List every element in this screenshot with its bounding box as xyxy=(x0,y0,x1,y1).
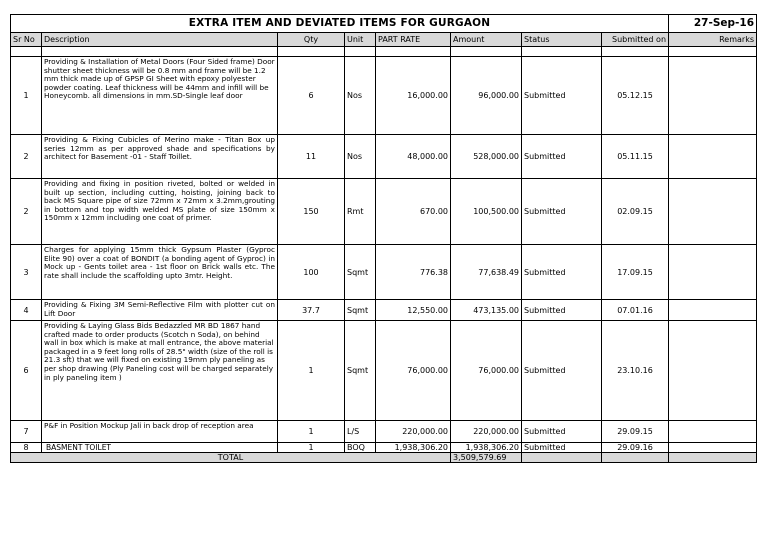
unit-cell[interactable]: BOQ xyxy=(345,443,376,453)
remarks-cell[interactable] xyxy=(669,179,757,245)
total-row xyxy=(11,453,757,463)
table-row xyxy=(11,421,757,443)
rate-cell[interactable]: 16,000.00 xyxy=(376,57,451,135)
table-row xyxy=(11,57,757,135)
amount-cell[interactable]: 96,000.00 xyxy=(451,57,522,135)
description-cell[interactable]: Providing & Installation of Metal Doors (Four Sided frame) Door shutter sheet thickness will be 0.8 mm and frame will be 1.2 mm thick made up of GPSP GI Sheet with epoxy polyester powder coating. Leaf thickness will be 44mm and infill will be Honeycomb. all dimensions in mm.SD-Single leaf door xyxy=(42,57,278,135)
description-cell[interactable]: BASMENT TOILET xyxy=(42,443,278,453)
rate-cell[interactable]: 776.38 xyxy=(376,245,451,300)
sr-no-cell[interactable]: 8 xyxy=(11,443,42,453)
submitted-on-cell[interactable]: 05.12.15 xyxy=(602,57,669,135)
unit-cell[interactable]: Rmt xyxy=(345,179,376,245)
table-row xyxy=(11,321,757,421)
submitted-on-cell[interactable]: 17.09.15 xyxy=(602,245,669,300)
table-row xyxy=(11,443,757,453)
rate-cell[interactable]: 1,938,306.20 xyxy=(376,443,451,453)
remarks-cell[interactable] xyxy=(669,421,757,443)
amount-cell[interactable]: 528,000.00 xyxy=(451,135,522,179)
total-label[interactable]: TOTAL xyxy=(11,453,451,463)
submitted-on-cell[interactable]: 29.09.16 xyxy=(602,443,669,453)
remarks-cell[interactable] xyxy=(669,57,757,135)
unit-cell[interactable]: Sqmt xyxy=(345,245,376,300)
status-cell[interactable]: Submitted xyxy=(522,135,602,179)
blank-cell[interactable] xyxy=(522,47,602,57)
unit-cell[interactable]: L/S xyxy=(345,421,376,443)
total-amount[interactable]: 3,509,579.69 xyxy=(451,453,522,463)
amount-cell[interactable]: 77,638.49 xyxy=(451,245,522,300)
unit-cell[interactable]: Nos xyxy=(345,57,376,135)
blank-row xyxy=(11,47,757,57)
table-row xyxy=(11,245,757,300)
header-status[interactable]: Status xyxy=(522,33,602,47)
submitted-on-cell[interactable]: 29.09.15 xyxy=(602,421,669,443)
status-cell[interactable]: Submitted xyxy=(522,57,602,135)
status-cell[interactable]: Submitted xyxy=(522,421,602,443)
blank-cell[interactable] xyxy=(669,47,757,57)
blank-cell[interactable] xyxy=(602,453,669,463)
unit-cell[interactable]: Sqmt xyxy=(345,321,376,421)
rate-cell[interactable]: 670.00 xyxy=(376,179,451,245)
header-unit[interactable]: Unit xyxy=(345,33,376,47)
blank-cell[interactable] xyxy=(376,47,451,57)
qty-cell[interactable]: 100 xyxy=(278,245,345,300)
sr-no-cell[interactable]: 1 xyxy=(11,57,42,135)
amount-cell[interactable]: 220,000.00 xyxy=(451,421,522,443)
header-row xyxy=(11,33,757,47)
status-cell[interactable]: Submitted xyxy=(522,245,602,300)
unit-cell[interactable]: Nos xyxy=(345,135,376,179)
status-cell[interactable]: Submitted xyxy=(522,300,602,321)
qty-cell[interactable]: 150 xyxy=(278,179,345,245)
qty-cell[interactable]: 6 xyxy=(278,57,345,135)
sheet-date[interactable]: 27-Sep-16 xyxy=(669,15,757,33)
blank-cell[interactable] xyxy=(602,47,669,57)
blank-cell[interactable] xyxy=(11,47,42,57)
qty-cell[interactable]: 1 xyxy=(278,321,345,421)
header-submitted-on[interactable]: Submitted on xyxy=(602,33,669,47)
qty-cell[interactable]: 11 xyxy=(278,135,345,179)
description-cell[interactable]: Providing & Fixing Cubicles of Merino make - Titan Box up series 12mm as per approved shade and specifications by architect for Basement -01 - Staff Toillet. xyxy=(42,135,278,179)
qty-cell[interactable]: 1 xyxy=(278,421,345,443)
sr-no-cell[interactable]: 3 xyxy=(11,245,42,300)
header-remarks[interactable]: Remarks xyxy=(669,33,757,47)
amount-cell[interactable]: 100,500.00 xyxy=(451,179,522,245)
header-qty[interactable]: Qty xyxy=(278,33,345,47)
sr-no-cell[interactable]: 4 xyxy=(11,300,42,321)
table-row xyxy=(11,300,757,321)
amount-cell[interactable]: 76,000.00 xyxy=(451,321,522,421)
header-part-rate[interactable]: PART RATE xyxy=(376,33,451,47)
submitted-on-cell[interactable]: 02.09.15 xyxy=(602,179,669,245)
qty-cell[interactable]: 1 xyxy=(278,443,345,453)
header-sr-no[interactable]: Sr No xyxy=(11,33,42,47)
submitted-on-cell[interactable]: 23.10.16 xyxy=(602,321,669,421)
rate-cell[interactable]: 76,000.00 xyxy=(376,321,451,421)
status-cell[interactable]: Submitted xyxy=(522,179,602,245)
qty-cell[interactable]: 37.7 xyxy=(278,300,345,321)
description-cell[interactable]: Providing & Laying Glass Bids Bedazzled MR BD 1867 hand crafted made to order products (Scotch n Soda), on behind wall in box which is make at mall entrance, the above material packaged in a 9 feet long rolls of 28.5" width (size of the roll is 21.3 sft) that we will fixed on existing 19mm ply paneling as per shop drawing (Ply Paneling cost will be charged separately in ply paneling item ) xyxy=(42,321,278,421)
rate-cell[interactable]: 48,000.00 xyxy=(376,135,451,179)
table-row xyxy=(11,179,757,245)
blank-cell[interactable] xyxy=(451,47,522,57)
remarks-cell[interactable] xyxy=(669,300,757,321)
spreadsheet-table xyxy=(10,14,757,463)
submitted-on-cell[interactable]: 05.11.15 xyxy=(602,135,669,179)
remarks-cell[interactable] xyxy=(669,135,757,179)
description-cell[interactable]: Providing & Fixing 3M Semi-Reflective Film with plotter cut on Lift Door xyxy=(42,300,278,321)
status-cell[interactable]: Submitted xyxy=(522,321,602,421)
amount-cell[interactable]: 1,938,306.20 xyxy=(451,443,522,453)
submitted-on-cell[interactable]: 07.01.16 xyxy=(602,300,669,321)
description-cell[interactable]: Charges for applying 15mm thick Gypsum Plaster (Gyproc Elite 90) over a coat of BONDIT (a bonding agent of Gyproc) in Mock up - Gents toilet area - 1st floor on Brick walls etc. The rate shall include the scaffolding upto 3mtr. Height. xyxy=(42,245,278,300)
amount-cell[interactable]: 473,135.00 xyxy=(451,300,522,321)
blank-cell[interactable] xyxy=(669,453,757,463)
status-cell[interactable]: Submitted xyxy=(522,443,602,453)
description-cell[interactable]: Providing and fixing in position riveted, bolted or welded in built up section, including cutting, hoisting, joining back to back MS Square pipe of size 72mm x 72mm x 3.2mm,grouting in bottom and top width welded MS plate of size 150mm x 150mm x 12mm including one coat of primer. xyxy=(42,179,278,245)
header-description[interactable]: Description xyxy=(42,33,278,47)
sr-no-cell[interactable]: 7 xyxy=(11,421,42,443)
blank-cell[interactable] xyxy=(278,47,345,57)
sheet-title[interactable]: EXTRA ITEM AND DEVIATED ITEMS FOR GURGAON xyxy=(11,15,669,33)
unit-cell[interactable]: Sqmt xyxy=(345,300,376,321)
blank-cell[interactable] xyxy=(345,47,376,57)
title-row xyxy=(11,15,757,33)
header-amount[interactable]: Amount xyxy=(451,33,522,47)
sr-no-cell[interactable]: 2 xyxy=(11,135,42,179)
remarks-cell[interactable] xyxy=(669,321,757,421)
remarks-cell[interactable] xyxy=(669,443,757,453)
rate-cell[interactable]: 12,550.00 xyxy=(376,300,451,321)
blank-cell[interactable] xyxy=(522,453,602,463)
sr-no-cell[interactable]: 6 xyxy=(11,321,42,421)
remarks-cell[interactable] xyxy=(669,245,757,300)
sr-no-cell[interactable]: 2 xyxy=(11,179,42,245)
rate-cell[interactable]: 220,000.00 xyxy=(376,421,451,443)
description-cell[interactable]: P&F in Position Mockup Jali in back drop of reception area xyxy=(42,421,278,443)
table-row xyxy=(11,135,757,179)
blank-cell[interactable] xyxy=(42,47,278,57)
